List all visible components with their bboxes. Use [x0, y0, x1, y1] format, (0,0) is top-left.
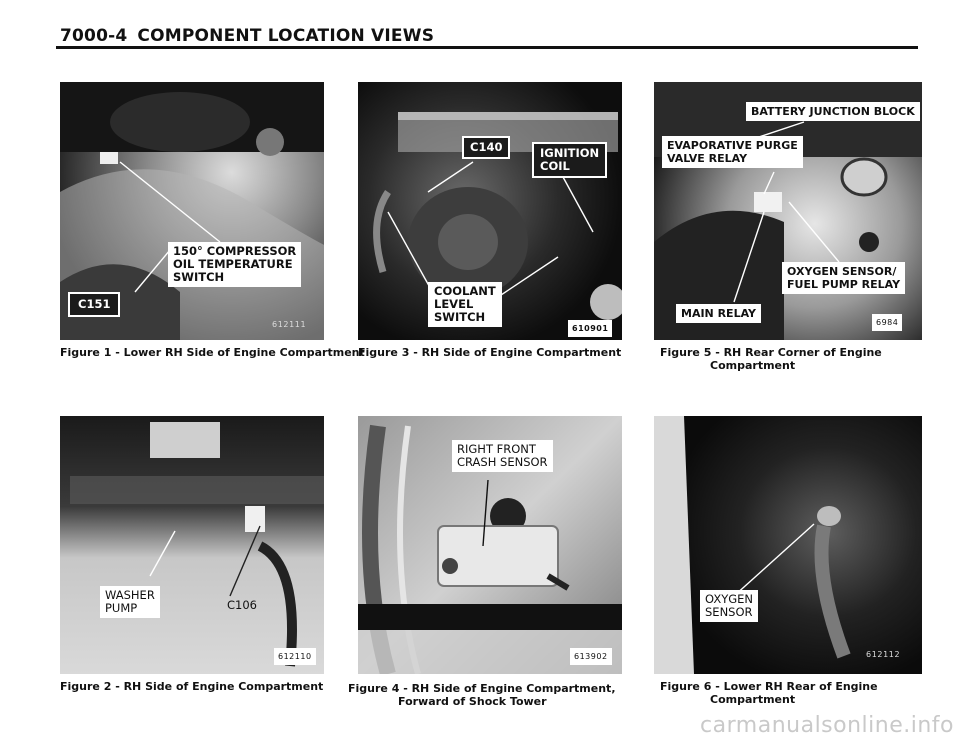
compressor-switch-label [168, 242, 301, 287]
caption-line-2: Compartment [710, 693, 796, 706]
label-line: COOLANT [434, 284, 496, 298]
figure-2-number: 612110 [274, 648, 316, 665]
figure-4-photo [358, 416, 622, 674]
label-line: LEVEL [434, 297, 474, 311]
label-line: WASHER [105, 588, 155, 602]
evap-purge-relay-label [662, 136, 803, 168]
label-line: CRASH SENSOR [457, 455, 548, 469]
label-line: OIL TEMPERATURE [173, 257, 293, 271]
label-line: OXYGEN SENSOR/ [787, 265, 897, 278]
watermark-text: carmanualsonline.info [700, 713, 954, 738]
figure-2-photo [60, 416, 324, 674]
ignition-coil-label [532, 142, 607, 178]
figure-5-number: 6984 [872, 314, 902, 331]
label-line: EVAPORATIVE PURGE [667, 139, 798, 152]
figure-4-caption [348, 682, 616, 708]
coolant-level-switch-label [428, 282, 502, 327]
figure-2-image [60, 416, 324, 674]
label-line: VALVE RELAY [667, 152, 748, 165]
caption-line-2: Forward of Shock Tower [398, 695, 547, 708]
battery-junction-block-label: BATTERY JUNCTION BLOCK [746, 102, 920, 121]
label-line: FUEL PUMP RELAY [787, 278, 901, 291]
figure-2-caption: Figure 2 - RH Side of Engine Compartment [60, 680, 324, 693]
page-title: COMPONENT LOCATION VIEWS [137, 26, 435, 46]
section-number: 7000-4 [60, 26, 128, 46]
label-line: SENSOR [705, 605, 753, 619]
label-line: 150° COMPRESSOR [173, 244, 297, 258]
header-rule [56, 46, 918, 49]
c106-label: C106 [227, 598, 257, 612]
crash-sensor-label [452, 440, 553, 472]
figure-1-caption: Figure 1 - Lower RH Side of Engine Compartment [60, 346, 365, 359]
label-line: OXYGEN [705, 592, 753, 606]
o2-fuel-pump-relay-label [782, 262, 905, 294]
figure-6-photo [654, 416, 922, 674]
figure-3-number: 610901 [568, 320, 612, 337]
washer-pump-label [100, 586, 160, 618]
label-line: PUMP [105, 601, 138, 615]
figure-1-photo [60, 82, 324, 340]
figure-1-number: 612111 [272, 320, 307, 329]
figure-3-photo [358, 82, 622, 340]
caption-line-1: Figure 4 - RH Side of Engine Compartment, [348, 682, 616, 695]
oxygen-sensor-label [700, 590, 758, 622]
page-header [60, 26, 434, 46]
caption-line-1: Figure 5 - RH Rear Corner of Engine [660, 346, 882, 359]
label-line: COIL [540, 159, 570, 173]
label-line: SWITCH [434, 310, 486, 324]
label-line: RIGHT FRONT [457, 442, 536, 456]
caption-line-2: Compartment [710, 359, 796, 372]
label-line: IGNITION [540, 146, 600, 160]
c151-label: C151 [68, 292, 120, 317]
figure-5-photo [654, 82, 922, 340]
caption-line-1: Figure 6 - Lower RH Rear of Engine [660, 680, 878, 693]
figure-6-image [654, 416, 922, 674]
figure-5-caption [660, 346, 882, 372]
label-line: SWITCH [173, 270, 225, 284]
c140-label: C140 [462, 136, 510, 159]
figure-4-number: 613902 [570, 648, 612, 665]
figure-6-caption [660, 680, 878, 706]
main-relay-label: MAIN RELAY [676, 304, 761, 323]
figure-6-number: 612112 [866, 650, 901, 659]
figure-3-caption: Figure 3 - RH Side of Engine Compartment [358, 346, 622, 359]
